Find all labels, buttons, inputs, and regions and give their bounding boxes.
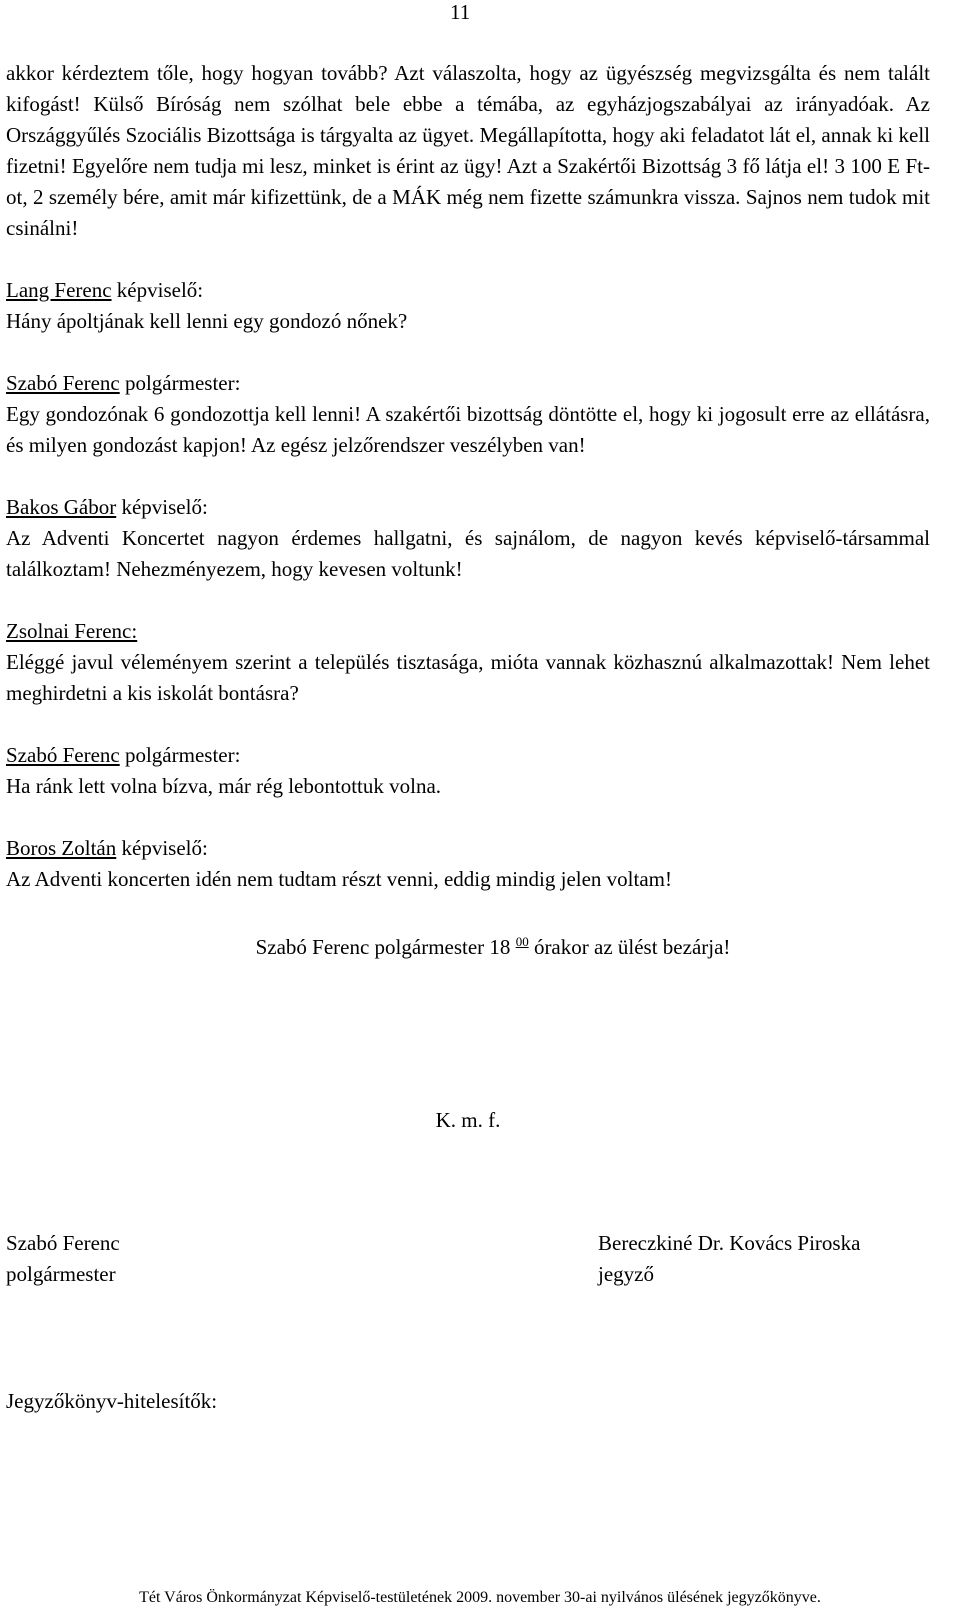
speaker-line	[6, 833, 930, 864]
signature-mayor	[6, 1228, 120, 1290]
speech-entry-zsolnai	[6, 616, 930, 709]
closing-after: órakor az ülést bezárja!	[528, 935, 731, 959]
kmf-line: K. m. f.	[435, 1108, 501, 1132]
signature-notary	[598, 1228, 860, 1290]
speaker-role: képviselő:	[116, 836, 208, 860]
speech-entry-szabo-1	[6, 368, 930, 461]
document-body	[6, 58, 930, 984]
speaker-role: polgármester:	[119, 743, 241, 767]
closing-before: Szabó Ferenc polgármester 18	[255, 935, 516, 959]
speaker-line	[6, 275, 930, 306]
speech-entry-lang	[6, 275, 930, 337]
speaker-line	[6, 740, 930, 771]
speaker-name: Zsolnai Ferenc:	[6, 619, 138, 643]
signature-title: jegyző	[598, 1262, 654, 1286]
speaker-name: Szabó Ferenc	[6, 371, 120, 395]
speaker-line	[6, 368, 930, 399]
speaker-line	[6, 616, 930, 647]
speaker-role: képviselő:	[111, 278, 204, 302]
signature-title: polgármester	[6, 1262, 116, 1286]
speech-text: Az Adventi koncerten idén nem tudtam részt venni, eddig mindig jelen voltam!	[6, 867, 672, 891]
speech-entry-bakos	[6, 492, 930, 585]
page-number: 11	[450, 0, 471, 24]
speaker-name: Bakos Gábor	[6, 495, 117, 519]
speaker-role: polgármester:	[119, 371, 241, 395]
speech-text: Ha ránk lett volna bízva, már rég lebontottuk volna.	[6, 774, 442, 798]
speech-text: Az Adventi Koncertet nagyon érdemes hallgatni, és sajnálom, de nagyon kevés képviselő-társammal találkoztam! Nehezményezem, hogy kevesen voltunk!	[6, 526, 930, 581]
page-footer: Tét Város Önkormányzat Képviselő-testületének 2009. november 30-ai nyilvános ülésének jegyzőkönyve.	[139, 1589, 821, 1606]
speech-text: Egy gondozónak 6 gondozottja kell lenni! A szakértői bizottság döntötte el, hogy ki jogosult erre az ellátásra, és milyen gondozást kapjon! Az egész jelzőrendszer veszélyben van!	[6, 402, 930, 457]
speech-entry-boros	[6, 833, 930, 895]
speaker-line	[6, 492, 930, 523]
speech-text: Eléggé javul véleményem szerint a település tisztasága, mióta vannak közhasznú alkalmazottak! Nem lehet meghirdetni a kis iskolát bontásra?	[6, 650, 930, 705]
speaker-name: Lang Ferenc	[6, 278, 112, 302]
minutes-verifiers-label: Jegyzőkönyv-hitelesítők:	[6, 1389, 218, 1413]
intro-paragraph: akkor kérdeztem tőle, hogy hogyan tovább? Azt válaszolta, hogy az ügyészség megvizsgálta és nem talált kifogást! Külső Bíróság nem szólhat bele ebbe a témába, az egyházjogszabályai az irányadóak. Az Országgyűlés Szociális Bizottsága is tárgyalta az ügyet. Megállapította, hogy aki feladatot lát el, annak ki kell fizetni! Egyelőre nem tudja mi lesz, minket is érint az ügy! Azt a Szakértői Bizottság 3 fő látja el! 3 100 E Ft-ot, 2 személy bére, amit már kifizettünk, de a MÁK még nem fizette számunkra vissza. Sajnos nem tudok mit csinálni!	[6, 61, 930, 240]
speech-entry-szabo-2	[6, 740, 930, 802]
speaker-role: képviselő:	[116, 495, 208, 519]
signature-name: Bereczkiné Dr. Kovács Piroska	[598, 1231, 861, 1255]
speaker-name: Szabó Ferenc	[6, 743, 120, 767]
speaker-name: Boros Zoltán	[6, 836, 117, 860]
speech-text: Hány ápoltjának kell lenni egy gondozó nőnek?	[6, 309, 408, 333]
closing-statement	[6, 926, 930, 963]
signature-name: Szabó Ferenc	[6, 1231, 120, 1255]
closing-minutes: 00	[515, 934, 529, 949]
